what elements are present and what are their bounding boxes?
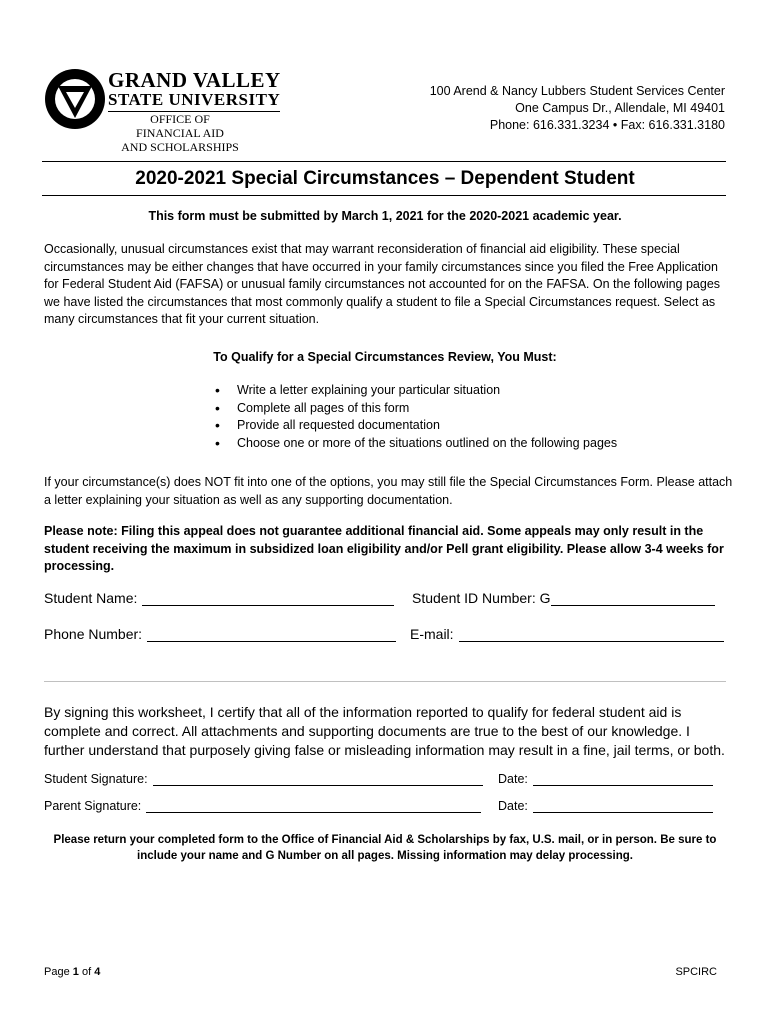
address-line1: 100 Arend & Nancy Lubbers Student Services Center	[429, 84, 725, 98]
phone-field	[44, 626, 396, 642]
requirement-item: • Provide all requested documentation	[212, 417, 617, 435]
appeal-note: Please note: Filing this appeal does not guarantee additional financial aid. Some appeals may only result in the student receiving the maximum in subsidized loan eligibility and/or Pell grant eligibility. Please allow 3-4 weeks for processing.	[44, 524, 724, 573]
parent-date-label: Date:	[498, 799, 528, 813]
requirements-list	[212, 382, 617, 452]
student-signature-field	[44, 771, 483, 786]
student-signature-input[interactable]	[153, 771, 483, 786]
student-id-label: Student ID Number: G	[412, 590, 551, 606]
form-code: SPCIRC	[675, 966, 717, 978]
qualify-heading: To Qualify for a Special Circumstances Review, You Must:	[213, 350, 557, 364]
page-of: of	[81, 966, 92, 978]
office-address	[430, 83, 725, 134]
gvsu-logo-icon	[44, 68, 106, 130]
requirement-item: • Complete all pages of this form	[212, 400, 617, 418]
intro-paragraph: Occasionally, unusual circumstances exist that may warrant reconsideration of financial aid eligibility. These special circumstances may be either changes that have occurred in your family circumstances since you filed the Free Application for Federal Student Aid (FAFSA) or unusual family circumstances not accounted for on the FAFSA. On the following pages we have listed the circumstances that most commonly qualify a student to file a Special Circumstances request. Select as many circumstances that fit your current situation.	[44, 242, 721, 326]
title-top-rule	[42, 161, 726, 162]
student-id-input[interactable]	[551, 591, 715, 606]
office-name	[105, 112, 255, 154]
deadline-notice: This form must be submitted by March 1, 2021 for the 2020-2021 academic year.	[148, 209, 622, 223]
requirement-item: • Write a letter explaining your particular situation	[212, 382, 617, 400]
office-line1: OFFICE OF	[150, 112, 210, 126]
office-line2: FINANCIAL AID	[136, 126, 224, 140]
student-date-field	[498, 771, 713, 786]
title-bottom-rule	[42, 195, 726, 196]
page-prefix: Page	[44, 966, 70, 978]
student-date-label: Date:	[498, 772, 528, 786]
student-id-field	[412, 590, 715, 606]
page-total: 4	[94, 966, 101, 978]
student-signature-label: Student Signature:	[44, 772, 148, 786]
office-line3: AND SCHOLARSHIPS	[121, 140, 239, 154]
address-line2: One Campus Dr., Allendale, MI 49401	[515, 101, 725, 115]
parent-signature-label: Parent Signature:	[44, 799, 142, 813]
address-line3: Phone: 616.331.3234 • Fax: 616.331.3180	[489, 118, 725, 132]
phone-input[interactable]	[147, 627, 396, 642]
requirement-item: • Choose one or more of the situations outlined on the following pages	[212, 435, 617, 453]
university-name-line1: GRAND VALLEY	[108, 68, 281, 92]
not-fit-paragraph: If your circumstance(s) does NOT fit into one of the options, you may still file the Special Circumstances Form. Please attach a letter explaining your situation as well as any supporting documentation.	[44, 475, 733, 507]
page-number	[44, 966, 100, 978]
student-name-input[interactable]	[142, 591, 394, 606]
page-current: 1	[72, 966, 79, 978]
email-field	[410, 626, 724, 642]
email-input[interactable]	[459, 627, 724, 642]
student-name-label: Student Name:	[44, 590, 138, 606]
parent-signature-input[interactable]	[146, 798, 481, 813]
certification-statement: By signing this worksheet, I certify that all of the information reported to qualify for federal student aid is complete and correct. All attachments and supporting documents are true to the best of our knowledge. I further understand that purposely giving false or misleading information may result in a fine, jail terms, or both.	[44, 704, 725, 758]
university-name	[108, 70, 281, 112]
parent-signature-field	[44, 798, 481, 813]
section-divider	[44, 681, 726, 682]
student-date-input[interactable]	[533, 771, 713, 786]
email-label: E-mail:	[410, 626, 454, 642]
parent-date-field	[498, 798, 713, 813]
form-title: 2020-2021 Special Circumstances – Dependent Student	[135, 168, 635, 189]
university-name-line2: STATE UNIVERSITY	[108, 90, 280, 112]
phone-label: Phone Number:	[44, 626, 143, 642]
student-name-field	[44, 590, 394, 606]
parent-date-input[interactable]	[533, 798, 713, 813]
return-instructions: Please return your completed form to the Office of Financial Aid & Scholarships by fax, U.S. mail, or in person. Be sure to include your name and G Number on all pages. Missing information may delay processing.	[53, 834, 717, 862]
